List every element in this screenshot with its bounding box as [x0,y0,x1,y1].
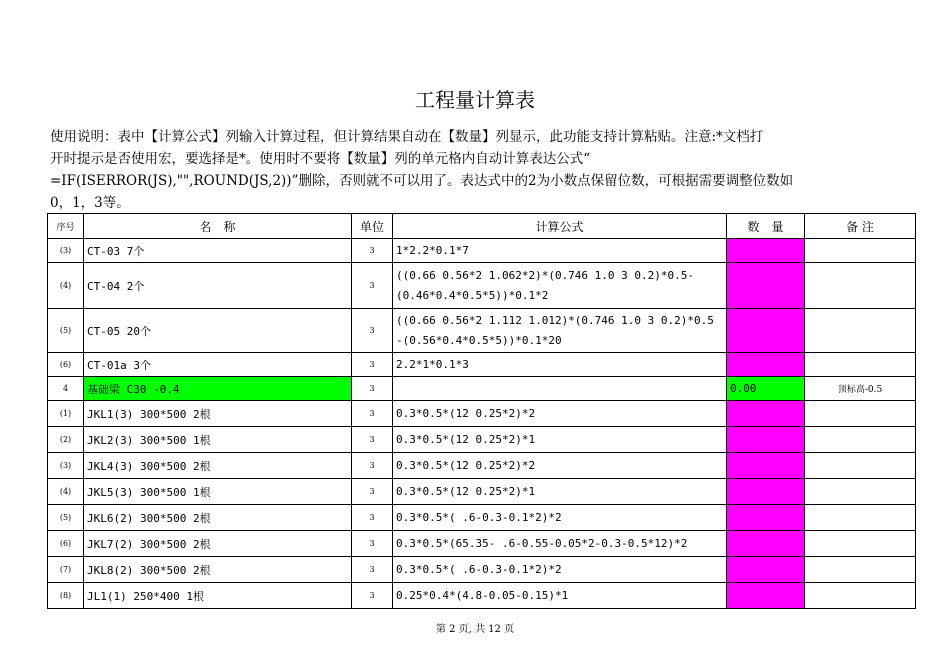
row-name[interactable]: CT-04 2个 [84,263,352,309]
row-unit: 3 [352,401,393,427]
row-unit: 3 [352,479,393,505]
row-name[interactable]: JKL1(3) 300*500 2根 [84,401,352,427]
row-note[interactable] [805,427,916,453]
row-formula[interactable]: 0.3*0.5*(12 0.25*2)*1 [393,427,727,453]
row-quantity[interactable] [727,239,805,263]
header-quantity: 数 量 [727,214,805,239]
table-row [48,453,916,479]
row-note[interactable] [805,401,916,427]
row-unit: 3 [352,239,393,263]
table-row [48,583,916,609]
row-unit: 3 [352,583,393,609]
table-row [48,479,916,505]
header-name: 名 称 [84,214,352,239]
row-unit: 3 [352,263,393,309]
header-unit: 单位 [352,214,393,239]
row-quantity[interactable] [727,353,805,377]
row-name[interactable]: JKL7(2) 300*500 2根 [84,531,352,557]
row-formula[interactable]: 0.3*0.5*(12 0.25*2)*2 [393,401,727,427]
page-title: 工程量计算表 [415,88,535,112]
row-index[interactable]: (6) [48,531,84,557]
row-index[interactable]: 4 [48,377,84,401]
row-index[interactable]: (1) [48,401,84,427]
row-note[interactable] [805,479,916,505]
row-unit: 3 [352,427,393,453]
row-index[interactable]: (8) [48,583,84,609]
instruction-line: =IF(ISERROR(JS),"",ROUND(JS,2))”删除，否则就不可以用了。表达式中的2为小数点保留位数，可根据需要调整位数如 [50,173,794,189]
header-index: 序号 [48,214,84,239]
table-row [48,377,916,401]
row-name[interactable]: CT-01a 3个 [84,353,352,377]
row-quantity[interactable]: 0.00 [727,377,805,401]
row-quantity[interactable] [727,505,805,531]
header-note: 备 注 [805,214,916,239]
table-row [48,263,916,309]
row-note[interactable]: 顶标高-0.5 [805,377,916,401]
instruction-line: 0，1，3等。 [50,195,130,211]
row-formula[interactable]: 0.3*0.5*( .6-0.3-0.1*2)*2 [393,505,727,531]
row-index[interactable]: (5) [48,309,84,353]
row-note[interactable] [805,505,916,531]
row-index[interactable]: (6) [48,353,84,377]
row-formula[interactable]: 0.3*0.5*(65.35- .6-0.55-0.05*2-0.3-0.5*12)*2 [393,531,727,557]
row-formula[interactable]: 0.3*0.5*(12 0.25*2)*2 [393,453,727,479]
row-unit: 3 [352,453,393,479]
row-quantity[interactable] [727,583,805,609]
row-formula[interactable]: ((0.66 0.56*2 1.062*2)*(0.746 1.0 3 0.2)*0.5-(0.46*0.4*0.5*5))*0.1*2 [393,263,727,309]
row-formula[interactable]: 1*2.2*0.1*7 [393,239,727,263]
row-unit: 3 [352,309,393,353]
row-quantity[interactable] [727,309,805,353]
row-name[interactable]: JL1(1) 250*400 1根 [84,583,352,609]
page-footer: 第 2 页, 共 12 页 [435,624,515,635]
quantity-table [47,213,916,609]
row-name[interactable]: JKL4(3) 300*500 2根 [84,453,352,479]
row-unit: 3 [352,505,393,531]
row-note[interactable] [805,353,916,377]
row-quantity[interactable] [727,453,805,479]
row-quantity[interactable] [727,263,805,309]
table-row [48,557,916,583]
row-formula[interactable]: 2.2*1*0.1*3 [393,353,727,377]
table-header-row [48,214,916,239]
row-index[interactable]: (7) [48,557,84,583]
row-name[interactable]: CT-03 7个 [84,239,352,263]
row-quantity[interactable] [727,531,805,557]
row-note[interactable] [805,583,916,609]
row-index[interactable]: (2) [48,427,84,453]
row-unit: 3 [352,353,393,377]
row-unit: 3 [352,377,393,401]
row-formula[interactable]: 0.3*0.5*(12 0.25*2)*1 [393,479,727,505]
row-quantity[interactable] [727,557,805,583]
row-index[interactable]: (5) [48,505,84,531]
row-note[interactable] [805,239,916,263]
row-name[interactable]: JKL8(2) 300*500 2根 [84,557,352,583]
row-unit: 3 [352,557,393,583]
row-note[interactable] [805,531,916,557]
row-name[interactable]: CT-05 20个 [84,309,352,353]
row-note[interactable] [805,453,916,479]
usage-instructions [50,126,910,214]
row-formula[interactable]: 0.25*0.4*(4.8-0.05-0.15)*1 [393,583,727,609]
row-note[interactable] [805,309,916,353]
row-index[interactable]: (4) [48,263,84,309]
table-row [48,401,916,427]
row-name[interactable]: JKL5(3) 300*500 1根 [84,479,352,505]
row-name[interactable]: JKL6(2) 300*500 2根 [84,505,352,531]
row-quantity[interactable] [727,427,805,453]
row-formula[interactable]: ((0.66 0.56*2 1.112 1.012)*(0.746 1.0 3 0.2)*0.5 -(0.56*0.4*0.5*5))*0.1*20 [393,309,727,353]
row-note[interactable] [805,557,916,583]
table-row [48,239,916,263]
table-row [48,531,916,557]
row-note[interactable] [805,263,916,309]
row-name[interactable]: 基础梁 C30 -0.4 [84,377,352,401]
row-formula[interactable] [393,377,727,401]
instruction-line: 使用说明：表中【计算公式】列输入计算过程，但计算结果自动在【数量】列显示，此功能支持计算粘贴。注意:*文档打 [50,129,764,145]
header-formula: 计算公式 [393,214,727,239]
table-row [48,309,916,353]
row-index[interactable]: (3) [48,239,84,263]
row-quantity[interactable] [727,401,805,427]
row-index[interactable]: (3) [48,453,84,479]
table-row [48,427,916,453]
row-name[interactable]: JKL2(3) 300*500 1根 [84,427,352,453]
table-row [48,505,916,531]
table-row [48,353,916,377]
row-formula[interactable]: 0.3*0.5*( .6-0.3-0.1*2)*2 [393,557,727,583]
row-index[interactable]: (4) [48,479,84,505]
row-quantity[interactable] [727,479,805,505]
instruction-line: 开时提示是否使用宏，要选择是*。使用时不要将【数量】列的单元格内自动计算表达公式“ [50,151,591,167]
row-unit: 3 [352,531,393,557]
